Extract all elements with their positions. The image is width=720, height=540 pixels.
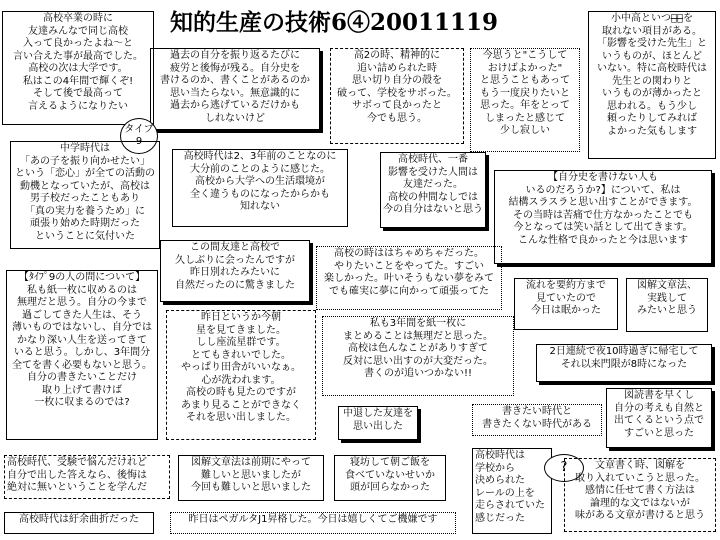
note-middle-school: 中学時代は 「あの子を振り向かせたい」 という「恋心」が全ての活動の 動機となっていたが、高校は 男子校だったこともあり 「真の実力を養うため」に 頑張り始めた時期だった ということに気付いた bbox=[10, 141, 160, 249]
note-no-breakfast: 寝坊して朝ご飯を 食べていないせいか 頭が回らなかった bbox=[334, 455, 446, 501]
note-graduation: 高校卒業の時に 友達みんなで同じ高校 入って良かったよね～と 言い合えた事が最高でした。 高校の次は大学です。 私はこの4年間で輝くぞ! そして後で最高って 言えるようになりたい bbox=[2, 11, 154, 125]
question-mark-bubble: ? bbox=[544, 454, 584, 482]
note-one-sheet-impossible: 私も3年間を紙一枚に まとめることは無理だと思った。 高校は色んなことがありすぎて 反対に思い出すのが大変だった。 書くのが追いつかない!! bbox=[322, 316, 514, 396]
note-met-friends: この間友達と高校で 久しぶりに会ったんですが 昨日別れたみたいに 自然だったのに驚きました bbox=[160, 240, 310, 302]
note-influential-friends: 高校時代、一番 影響を受けた人間は 友達だった。 高校の仲間なしでは 今の自分はないと思う bbox=[380, 152, 486, 228]
note-diagram-hard: 図解文章法は前期にやって 難しいと思いましたが 今回も難しいと思いました bbox=[178, 455, 324, 501]
note-crazy-high-school: 高校の時ははちゃめちゃだった。 やりたいことをやってた。すごい 楽しかった。叶いそうもない夢をみて でも確実に夢に向かって頑張ってた bbox=[316, 246, 502, 310]
note-teachers: 小中高といつも̶何̶を 取れない項目がある。 「影響を受けた先生」と いうものが、ほとんど いない。特に高校時代は 先生との関わりと いうものが薄かったと 思われる。もう少し 頼ったりしてみれば よかった気もします bbox=[588, 11, 716, 159]
note-type9-question: 【ﾀｲﾌﾟ9の人の問について】 私も紙一枚に収めるのは 無理だと思う。自分の今まで 過ごしてきた人生は、そう 薄いものではないし、自分では かなり深い人生を送ってきて いると思う。しかし、3年間分 全てを書く必要もないと思う。 自分の書きたいことだけ 取り上げて書けば 一枚に収まるのでは? bbox=[6, 270, 158, 440]
note-writing-eras: 書きたい時代と 書きたくない時代がある bbox=[472, 404, 602, 436]
note-curfew: 2日連続で夜10時過ぎに帰宅して それ以来門限が8時になった bbox=[536, 344, 712, 382]
note-fast-reading: 図読書を早くし 自分の考えも自然と 出てくるという点で すごいと思った bbox=[606, 388, 712, 448]
note-meteor-shower: 昨日というか今朝 星を見てきました。 しし座流星群です。 とてもきれいでした。 やっぱり田舎がいいなぁ。 心が洗われます。 高校の時も見たのですが あまり見ることができなく それを思い出しました。 bbox=[166, 310, 316, 440]
page-title: 知的生産の技術6④20011119 bbox=[170, 9, 499, 36]
note-twists-and-turns: 高校時代は紆余曲折だった bbox=[4, 512, 154, 534]
note-sleepy: 流れを要約方まで 見ていたので 今日は眠かった bbox=[514, 278, 618, 330]
note-wish-to-go-back: 今思うと"こうして おけばよかった" と思うこともあって もう一度戻りたいと 思った。年をとって しまったと感じて 少し寂しい bbox=[470, 48, 580, 152]
note-use-diagrams: 文章書く時、図解を 取り入れていこうと思った。 感情に任せて書く方法は 論理的な文ではないが 味がある文章が書けると思う bbox=[564, 458, 716, 532]
note-vegalta-promotion: 昨日はペガルタJ1昇格した。今日は嬉しくてご機嫌です bbox=[170, 512, 456, 534]
note-can-write-history: 【自分史を書けない人も いるのだろうか?】について、私は 結構スラスラと思い出すことができます。 その当時は苦痛で仕方なかったことでも 今となっては笑い話として出てきます。 こんな性格で良かったと今は思います bbox=[494, 170, 712, 264]
note-dropout-friend: 中退した友達を 思い出した bbox=[338, 406, 418, 440]
note-skipping-school: 高2の時、精神的に 追い詰められた時 思い切り自分の殻を 破って、学校をサボった。 サボって良かったと 今でも思う。 bbox=[330, 48, 464, 144]
note-try-diagram-writing: 図解文章法、 実践して みたいと思う bbox=[626, 278, 708, 332]
note-entrance-exam: 高校時代、受験で悩んだけれど 自分で出した答えなら、後悔は 絶対に無いということを学んだ bbox=[4, 455, 170, 499]
type-9-badge: タイプ 9 bbox=[120, 118, 158, 154]
note-time-feels-long: 高校時代は2、3年前のことなのに 大分前のことのように感じた。 高校から大学への生活環境が 全く違うものになったからかも 知れない bbox=[172, 149, 348, 227]
note-looking-back: 過去の自分を振り返るたびに 疲労と後悔が残る。自分史を 書けるのか、書くことがあるのか 思い当たらない。無意識的に 過去から逃げているだけかも しれないけど bbox=[150, 48, 320, 130]
note-school-rails: 高校時代は 学校から 決められた レールの上を 走らされていた 感じだった bbox=[472, 448, 552, 534]
